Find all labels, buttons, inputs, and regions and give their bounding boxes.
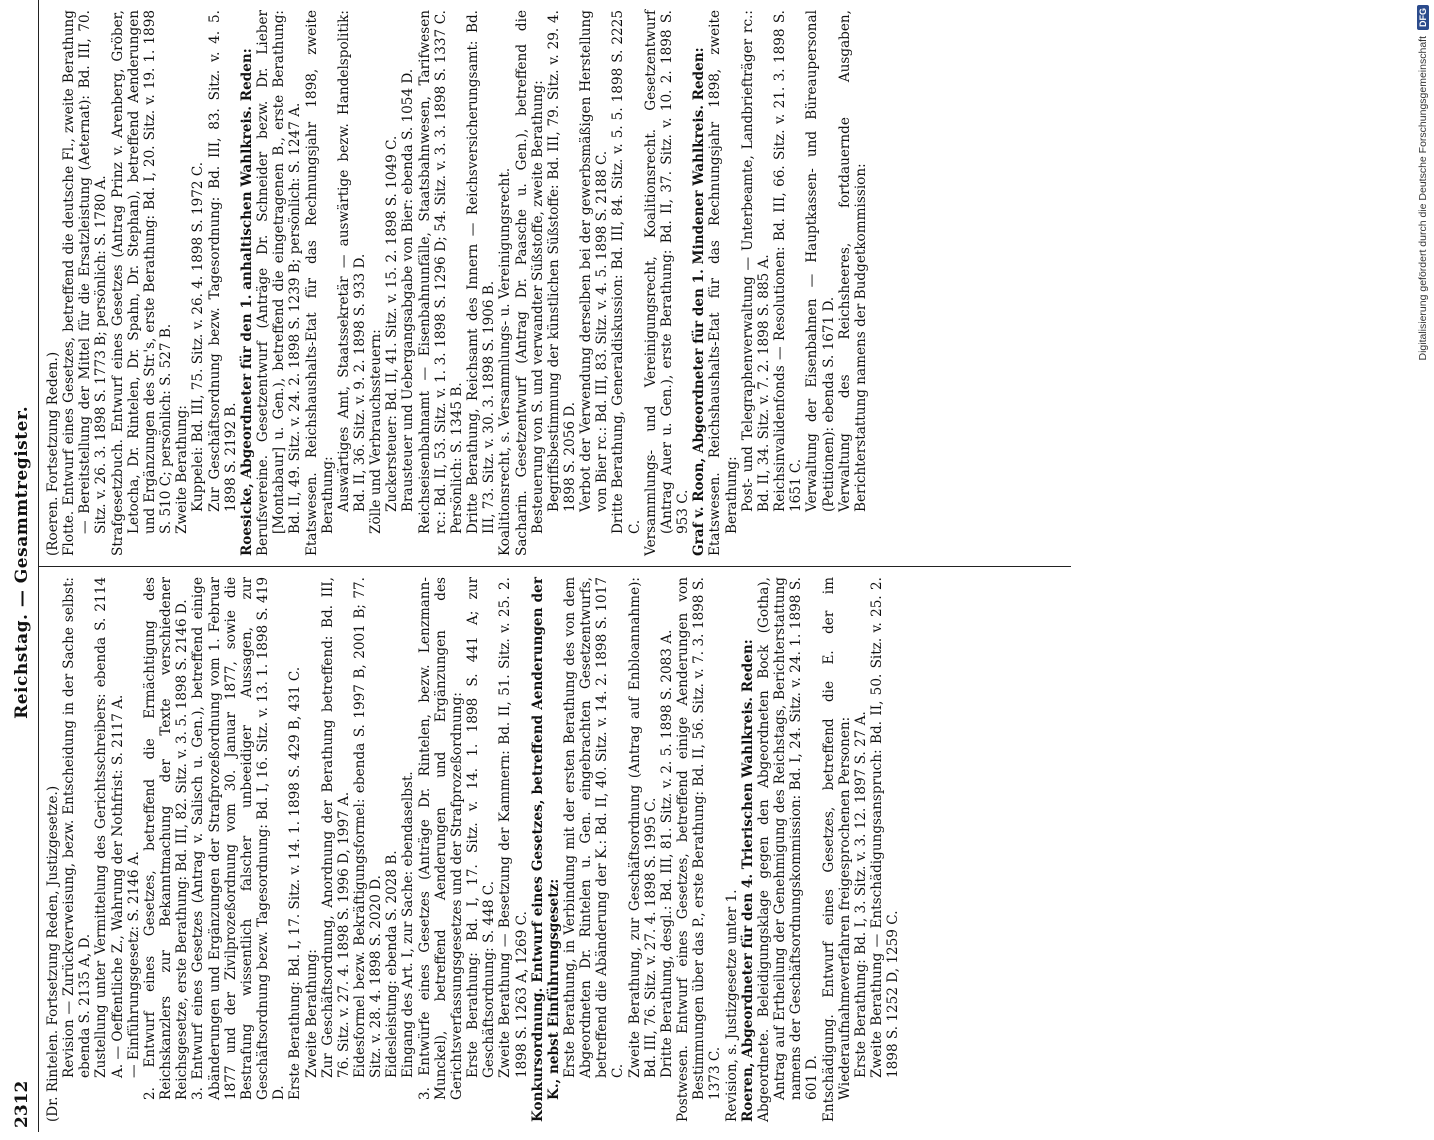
left-column xyxy=(39,566,1071,1132)
entry-paragraph: Zur Geschäftsordnung, Anordnung der Berathung betreffend: Bd. III, 76. Sitz. v. 27. 4. 1898 S. 1996 D, 1997 A. xyxy=(319,577,352,1078)
entry-paragraph: Zweite Berathung — Entschädigungsanspruch: Bd. II, 50. Sitz. v. 25. 2. 1898 S. 1252 D, 1259 C. xyxy=(868,577,902,1078)
person-heading: Graf v. Roon, Abgeordneter für den 1. Mindener Wahlkreis. Reden: xyxy=(691,47,708,556)
entry-paragraph: Zur Geschäftsordnung bezw. Tagesordnung: Bd. III, 83. Sitz. v. 4. 5. 1898 S. 2192 B. xyxy=(206,10,239,512)
entry-paragraph: Postwesen. Entwurf eines Gesetzes, betreffend einige Aenderungen von Bestimmungen über das P., erste Berathung: Bd. II, 56. Sitz. v. 7. 3. 1898 S. 1373 C. xyxy=(675,577,724,1122)
entry-paragraph: Kuppelei: Bd. III, 75. Sitz. v. 26. 4. 1898 S. 1972 C. xyxy=(190,161,207,512)
footer-text: Digitalisierung gefördert durch die Deutsche Forschungsgemeinschaft xyxy=(1417,36,1429,361)
entry-paragraph: Auswärtiges Amt, Staatssekretär — auswärtige bezw. Handelspolitik: Bd. II, 36. Sitz. v. 9. 2. 1898 S. 933 D. xyxy=(335,10,368,512)
entry-paragraph: Post- und Telegraphenverwaltung — Unterbeamte, Landbriefträger rc.: Bd. II, 34. Sitz. v. 7. 2. 1898 S. 885 A. xyxy=(739,10,772,512)
person-heading: Roesicke, Abgeordneter für den 1. anhaltischen Wahlkreis. Reden: xyxy=(238,48,255,556)
entry-paragraph: Begriffsbestimmung der künstlichen Süßstoffe: Bd. III, 79. Sitz. v. 29. 4. 1898 S. 2056 D. xyxy=(545,10,578,512)
entry-paragraph: 2. Entwurf eines Gesetzes, betreffend die Ermächtigung des Reichskanzlers zur Bekanntmachung der Texte verschiedener Reichsgesetze, erste Berathung: Bd. III, 82. Sitz. v. 3. 5. 1898 S. 2146 D. xyxy=(141,577,191,1100)
entry-paragraph: Berufsvereine. Gesetzentwurf (Anträge Dr. Schneider bezw. Dr. Lieber [Montabaur] u. Gen.), betreffend die eingetragenen B., erste Berathung: Bd. II, 49. Sitz. v. 24. 2. 1898 S. 1239 B; persönlich: S. 1247 A. xyxy=(255,10,304,556)
entry-paragraph: Dritte Berathung, Generaldiskussion: Bd. III, 84. Sitz. v. 5. 5. 1898 S. 2225 C. xyxy=(610,10,643,534)
entry-paragraph: 3. Entwurf eines Gesetzes (Antrag v. Salisch u. Gen.), betreffend einige Abänderungen und Ergänzungen der Strafprozeßordnung vom 1. Februar 1877 und der Zivilprozeßordnung vom 30. Januar 1877, sowie die Bestrafung wissentlich falscher unbeeidiger Aussagen, zur Geschäftsordnung bezw. Tagesordnung: Bd. I, 16. Sitz. v. 13. 1. 1898 S. 419 D. xyxy=(190,577,288,1100)
entry-heading: Konkursordnung. Entwurf eines Gesetzes, betreffend Aenderungen der K., nebst Einführungsgesetz: xyxy=(529,577,562,1122)
dfg-logo-icon: DFG xyxy=(1417,5,1429,30)
entry-paragraph: Zweite Berathung — Besetzung der Kammern: Bd. II, 51. Sitz. v. 25. 2. 1898 S. 1263 A, 1269 C. xyxy=(497,577,530,1078)
person-heading: Roeren, Abgeordneter für den 4. Trierischen Wahlkreis. Reden: xyxy=(739,639,756,1122)
entry-paragraph: (Dr. Rintelen. Fortsetzung Reden, Justizgesetze.) xyxy=(45,785,61,1122)
entry-paragraph: Strafgesetzbuch. Entwurf eines Gesetzes (Antrag Prinz v. Arenberg, Gröber, Letocha, Dr. Rintelen, Dr. Spahn, Dr. Stephan), betreffend Aenderungen und Ergänzungen des Str.'s, erste Berathung: Bd. I, 20. Sitz. v. 19. 1. 1898 S. 510 C; persönlich: S. 527 B. xyxy=(109,10,175,556)
entry-paragraph: Koalitionsrecht, s. Versammlungs- u. Vereinigungsrecht. xyxy=(497,167,514,556)
document-page xyxy=(5,0,1075,1140)
entry-paragraph: — Einführungsgesetz: S. 2146 A. xyxy=(125,851,142,1078)
entry-paragraph: Zuckersteuer: Bd. II, 41. Sitz. v. 15. 2. 1898 S. 1049 C. xyxy=(384,135,401,512)
entry-paragraph: Reichsinvalidenfonds — Resolutionen: Bd. III, 66. Sitz. v. 21. 3. 1898 S. 1651 C. xyxy=(772,10,805,512)
page-number: 2312 xyxy=(11,1080,32,1128)
entry-paragraph: Etatswesen. Reichshaushalts-Etat für das Rechnungsjahr 1898, zweite Berathung: xyxy=(707,10,740,556)
entry-paragraph: Versammlungs- und Vereinigungsrecht, Koalitionsrecht. Gesetzentwurf (Antrag Auer u. Gen.), erste Berathung: Bd. II, 37. Sitz. v. 10. 2. 1898 S. 953 C. xyxy=(642,10,692,556)
right-column xyxy=(39,0,1071,566)
text-columns xyxy=(39,0,1071,1132)
entry-paragraph: Verbot der Verwendung derselben bei der gewerbsmäßigen Herstellung von Bier rc.: Bd. III, 83. Sitz. v. 4. 5. 1898 S. 2188 C. xyxy=(578,10,611,512)
entry-paragraph: Erste Berathung: Bd. I, 17. Sitz. v. 14. 1. 1898 S. 429 B, 431 C. xyxy=(287,666,304,1100)
entry-paragraph: Erste Berathung: Bd. I, 17. Sitz. v. 14. 1. 1898 S. 441 A; zur Geschäftsordnung: S. 448 C. xyxy=(465,577,498,1078)
entry-paragraph: Dritte Berathung, desgl.: Bd. III, 81. Sitz. v. 2. 5. 1898 S. 2083 A. xyxy=(658,629,675,1078)
entry-paragraph: Flotte. Entwurf eines Gesetzes, betreffend die deutsche Fl., zweite Berathung — Bereitstellung der Mittel für die Ersatzleistung (Aeternat): Bd. III, 70. Sitz. v. 26. 3. 1898 S. 1773 B; persönlich: S. 1780 A. xyxy=(61,10,110,556)
entry-paragraph: Zustellung unter Vermittelung des Gerichtsschreibers: ebenda S. 2114 A. — Oeffentliche Z., Wahrung der Nothfrist: S. 2117 A. xyxy=(93,577,126,1078)
entry-paragraph: Sacharin. Gesetzentwurf (Antrag Dr. Paasche u. Gen.), betreffend die Besteuerung von S. und verwandter Süßstoffe, zweite Berathung: xyxy=(513,10,546,556)
entry-paragraph: Entschädigung. Entwurf eines Gesetzes, betreffend die E. der im Wiederaufnahmeverfahren freigesprochenen Personen: xyxy=(820,577,853,1122)
entry-paragraph: Eidesleistung: ebenda S. 2028 B. xyxy=(384,850,401,1078)
funding-footer xyxy=(1415,5,1431,995)
entry-paragraph: (Roeren. Fortsetzung Reden.) xyxy=(45,351,61,556)
entry-paragraph: Revision — Zurückverweisung, bezw. Entscheidung in der Sache selbst: ebenda S. 2135 A, D. xyxy=(61,577,94,1078)
entry-paragraph: Zweite Berathung: xyxy=(174,405,191,534)
entry-paragraph: Verwaltung des Reichsheeres, fortdauernde Ausgaben, Berichterstattung namens der Budgetkommission: xyxy=(836,10,869,512)
entry-paragraph: Zweite Berathung: xyxy=(303,949,320,1078)
page-title: Reichstag. — Gesammtregister. xyxy=(11,405,32,719)
entry-paragraph: Eidesformel bezw. Bekräftigungsformel: ebenda S. 1997 B, 2001 B; 77. Sitz. v. 28. 4. 1898 S. 2020 D. xyxy=(351,577,385,1078)
entry-paragraph: Erste Berathung, in Verbindung mit der ersten Berathung des von dem Abgeordneten Dr. Rintelen u. Gen. eingebrachten Gesetzentwurfs, betreffend die Abänderung der K.: Bd. II, 40. Sitz. v. 14. 2. 1898 S. 1017 C. xyxy=(562,577,627,1078)
entry-paragraph: Revision, s. Justizgesetze unter 1. xyxy=(723,889,740,1122)
entry-paragraph: Brausteuer und Uebergangsabgabe von Bier: ebenda S. 1054 D. xyxy=(400,68,417,512)
page-header xyxy=(5,0,39,1132)
entry-paragraph: Eingang des Art. I, zur Sache: ebendaselbst. xyxy=(400,771,417,1078)
entry-paragraph: Etatswesen. Reichshaushalts-Etat für das Rechnungsjahr 1898, zweite Berathung: xyxy=(303,10,336,556)
entry-paragraph: Zweite Berathung, zur Geschäftsordnung (Antrag auf Enbloannahme): Bd. III, 76. Sitz. v. 27. 4. 1898 S. 1995 C. xyxy=(626,577,659,1078)
entry-paragraph: Dritte Berathung, Reichsamt des Innern — Reichsversicherungsamt: Bd. III, 73. Sitz. v. 30. 3. 1898 S. 1906 B. xyxy=(465,10,498,534)
entry-paragraph: Verwaltung der Eisenbahnen — Hauptkassen- und Büreaupersonal (Petitionen): ebenda S. 1671 D. xyxy=(804,10,837,512)
entry-paragraph: Reichseisenbahnamt — Eisenbahnunfälle, Staatsbahnwesen, Tarifwesen rc.: Bd. II, 53. Sitz. v. 1. 3. 1898 S. 1296 D; 54. Sitz. v. 3. 3. 1898 S. 1337 C. Persönlich: S. 1345 B. xyxy=(416,10,465,534)
entry-paragraph: 3. Entwürfe eines Gesetzes (Anträge Dr. Rintelen, bezw. Lenzmann-Munckel), betreffend Aenderungen und Ergänzungen des Gerichtsverfassungsgesetzes und der Strafprozeßordnung: xyxy=(416,577,465,1100)
entry-paragraph: Abgeordnete. Beleidigungsklage gegen den Abgeordneten Bock (Gotha), Antrag auf Ertheilung der Genehmigung des Reichstags, Berichterstattung namens der Geschäftsordnungskommission: Bd. I, 24. Sitz. v. 24. 1. 1898 S. 601 D. xyxy=(755,577,821,1122)
entry-paragraph: Erste Berathung: Bd. I, 3. Sitz. v. 3. 12. 1897 S. 27 A. xyxy=(852,711,869,1078)
entry-paragraph: Zölle und Verbrauchssteuern: xyxy=(368,329,385,534)
